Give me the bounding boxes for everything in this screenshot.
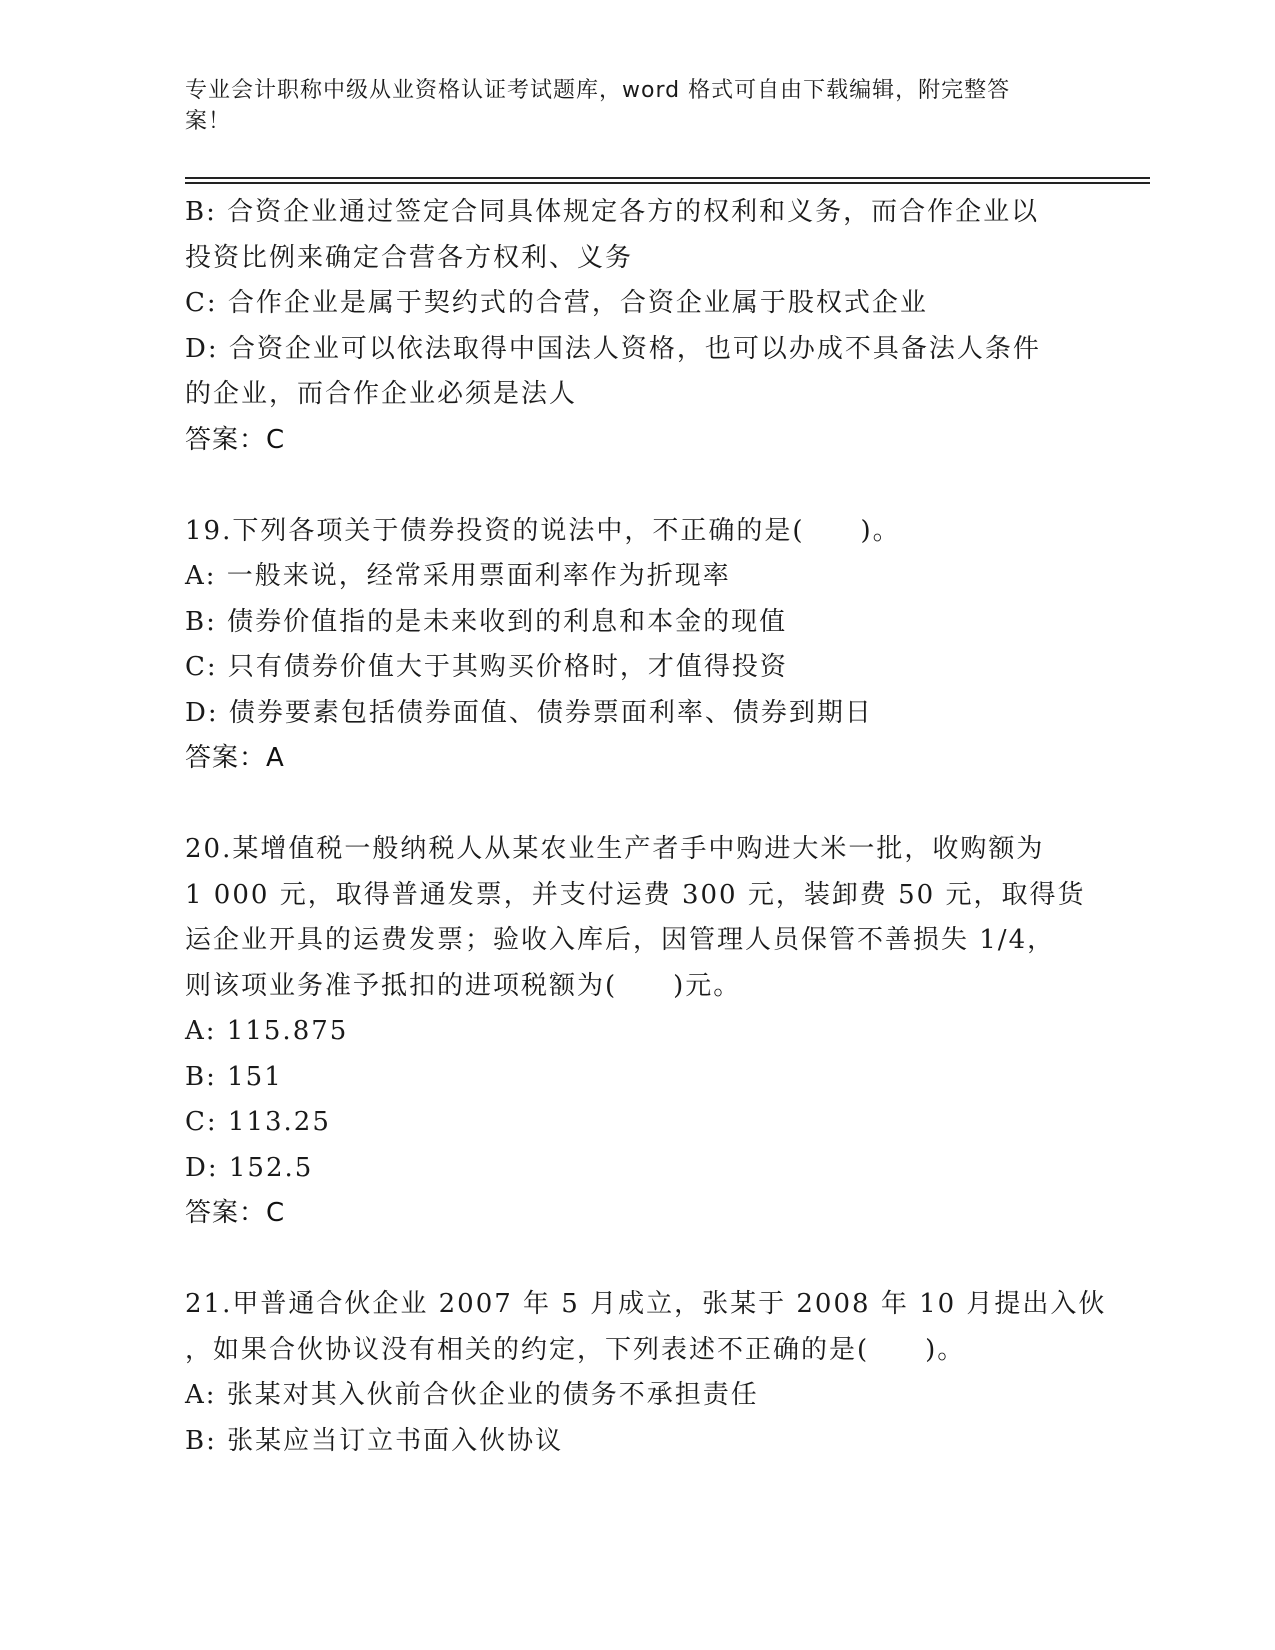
option-d: D: 152.5 [185, 1152, 314, 1183]
option-a: A: 一般来说，经常采用票面利率作为折现率 [185, 561, 731, 591]
spacer [185, 463, 1085, 509]
answer: 答案：C [185, 424, 286, 455]
question-text-line: 20.某增值税一般纳税人从某农业生产者手中购进大米一批，收购额为 [185, 834, 1045, 864]
header-note [185, 75, 1065, 137]
spacer [185, 782, 1085, 828]
option-c: C: 合作企业是属于契约式的合营，合资企业属于股权式企业 [185, 288, 928, 318]
option-c: C: 113.25 [185, 1107, 331, 1137]
option-d: D: 债券要素包括债券面值、债券票面利率、债券到期日 [185, 697, 873, 728]
question-18 [185, 190, 1085, 463]
option-b-line: 投资比例来确定合营各方权利、义务 [185, 242, 634, 273]
option-d-line: 的企业，而合作企业必须是法人 [185, 379, 578, 409]
answer: 答案：A [185, 743, 285, 773]
question-20 [185, 827, 1085, 1237]
question-text-line: 运企业开具的运费发票；验收入库后，因管理人员保管不善损失 1/4， [185, 925, 1056, 955]
option-b: B: 张某应当订立书面入伙协议 [185, 1425, 564, 1456]
option-d-line: D: 合资企业可以依法取得中国法人资格，也可以办成不具备法人条件 [185, 333, 1041, 364]
header-note-line: 专业会计职称中级从业资格认证考试题库，word 格式可自由下载编辑，附完整答 [185, 78, 1011, 103]
question-text-line: 1 000 元，取得普通发票，并支付运费 300 元，装卸费 50 元，取得货 [185, 879, 1086, 910]
option-b: B: 151 [185, 1061, 283, 1092]
spacer [185, 1237, 1085, 1283]
question-text-line: 则该项业务准予抵扣的进项税额为( )元。 [185, 970, 742, 1001]
header-note-line: 案！ [185, 109, 232, 134]
header-divider-top [185, 177, 1150, 179]
header-divider-bottom [185, 182, 1150, 184]
option-b-line: B: 合资企业通过签定合同具体规定各方的权利和义务，而合作企业以 [185, 197, 1040, 227]
question-19 [185, 509, 1085, 782]
option-a: A: 张某对其入伙前合伙企业的债务不承担责任 [185, 1380, 759, 1410]
option-b: B: 债券价值指的是未来收到的利息和本金的现值 [185, 606, 788, 637]
answer: 答案：C [185, 1198, 286, 1228]
question-text-line: 21.甲普通合伙企业 2007 年 5 月成立，张某于 2008 年 10 月提出入伙 [185, 1289, 1107, 1319]
question-text: 19.下列各项关于债券投资的说法中，不正确的是( )。 [185, 515, 901, 546]
option-c: C: 只有债券价值大于其购买价格时，才值得投资 [185, 652, 788, 682]
option-a: A: 115.875 [185, 1016, 349, 1046]
question-21 [185, 1282, 1107, 1464]
question-text-line: ，如果合伙协议没有相关的约定，下列表述不正确的是( )。 [185, 1334, 966, 1365]
question-content [185, 190, 1107, 1464]
